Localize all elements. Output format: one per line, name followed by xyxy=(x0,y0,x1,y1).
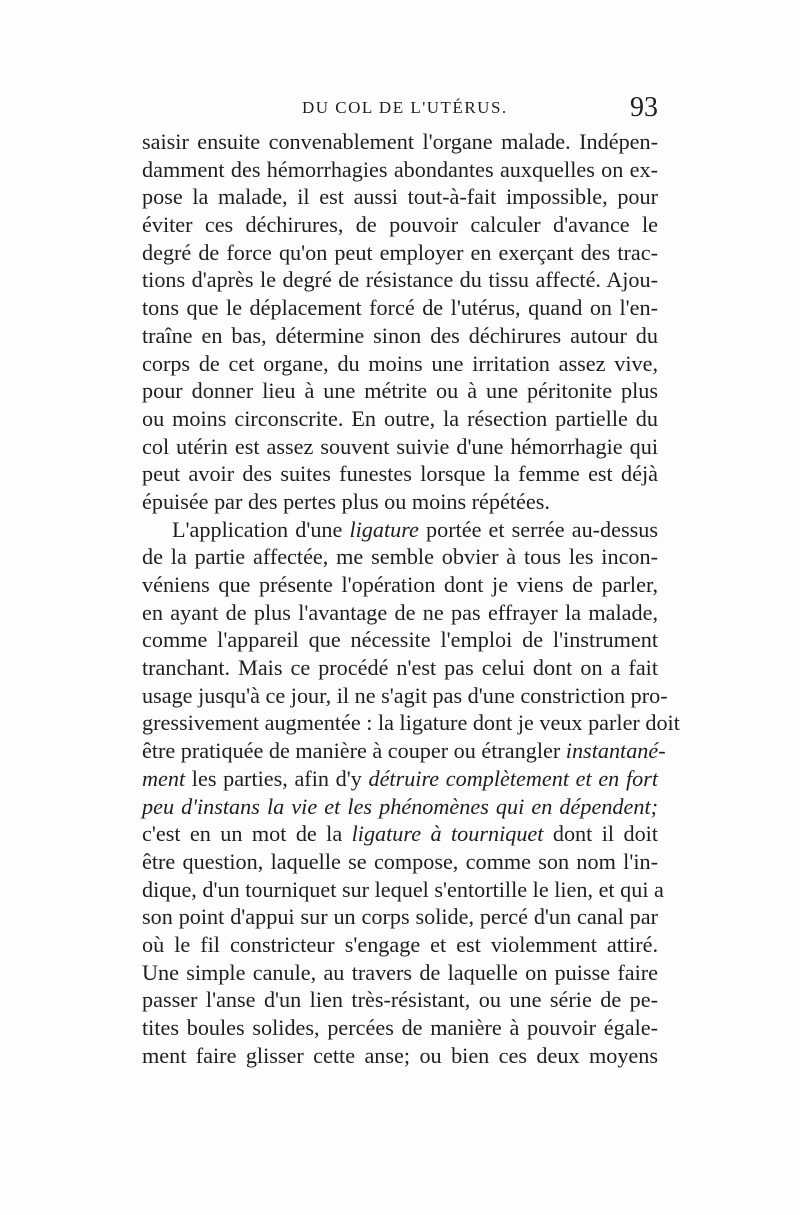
text-line xyxy=(142,294,658,322)
page-number: 93 xyxy=(630,92,658,123)
text-line xyxy=(142,516,658,544)
italic-phrase: ligature à tourniquet xyxy=(351,821,544,847)
text-line xyxy=(142,488,658,516)
text-run: ou moins circonscrite. En outre, la résection partielle du xyxy=(142,405,658,431)
text-run: son point d'appui sur un corps solide, percé d'un canal par xyxy=(142,904,658,930)
text-run: L'application d'une xyxy=(172,516,350,542)
text-line xyxy=(142,1014,658,1042)
italic-phrase: peu d'instans la vie et les phénomènes qui en dépendent; xyxy=(142,793,658,819)
running-head xyxy=(142,92,658,124)
text-line xyxy=(142,682,668,710)
text-run: portée et serrée au-dessus xyxy=(418,516,658,542)
text-line xyxy=(142,377,658,405)
text-line xyxy=(142,903,658,931)
italic-phrase: détruire complètement et en fort xyxy=(368,765,658,791)
text-line xyxy=(142,322,658,350)
text-run: tons que le déplacement forcé de l'utérus, quand on l'en- xyxy=(142,295,658,321)
text-run: comme l'appareil que nécessite l'emploi de l'instrument xyxy=(142,627,658,653)
text-run: de la partie affectée, me semble obvier à tous les incon- xyxy=(142,544,658,570)
text-line xyxy=(142,959,658,987)
text-line xyxy=(142,543,658,571)
italic-phrase: ligature xyxy=(349,516,419,542)
text-run: usage jusqu'à ce jour, il ne s'agit pas d'une constriction pro- xyxy=(142,682,668,708)
text-run: en ayant de plus l'avantage de ne pas effrayer la malade, xyxy=(142,599,658,625)
text-run: damment des hémorrhagies abondantes auxquelles on ex- xyxy=(142,156,658,182)
text-run: être question, laquelle se compose, comme son nom l'in- xyxy=(142,848,658,874)
text-run: traîne en bas, détermine sinon des déchirures autour du xyxy=(142,322,658,348)
text-run: épuisée par des pertes plus ou moins répétées. xyxy=(142,488,550,514)
text-line xyxy=(142,626,658,654)
text-line xyxy=(142,211,658,239)
text-run: saisir ensuite convenablement l'organe malade. Indépen- xyxy=(142,129,658,154)
text-run: gressivement augmentée : la ligature dont je veux parler doit xyxy=(142,710,680,736)
text-run: pose la malade, il est aussi tout-à-fait impossible, pour xyxy=(142,184,658,210)
text-line xyxy=(142,986,658,1014)
text-line xyxy=(142,405,658,433)
text-run: ment faire glisser cette anse; ou bien ces deux moyens xyxy=(142,1042,658,1068)
text-line xyxy=(142,350,658,378)
text-line xyxy=(142,571,658,599)
text-run: corps de cet organe, du moins une irritation assez vive, xyxy=(142,350,658,376)
text-line xyxy=(142,183,658,211)
text-line xyxy=(142,239,658,267)
text-run: les parties, afin d'y xyxy=(185,765,369,791)
text-run: pour donner lieu à une métrite ou à une péritonite plus xyxy=(142,378,658,404)
text-line xyxy=(142,1042,658,1070)
text-line xyxy=(142,793,658,821)
text-line xyxy=(142,433,658,461)
text-line xyxy=(142,654,658,682)
text-run: dique, d'un tourniquet sur lequel s'entortille le lien, et qui a xyxy=(142,876,664,902)
text-line xyxy=(142,266,658,294)
text-line xyxy=(142,709,680,737)
text-line xyxy=(142,876,664,904)
text-line xyxy=(142,156,658,184)
text-run: véniens que présente l'opération dont je viens de parler, xyxy=(142,572,658,597)
text-run: tites boules solides, percées de manière à pouvoir égale- xyxy=(142,1015,658,1040)
text-run: degré de force qu'on peut employer en exerçant des trac- xyxy=(142,239,658,265)
running-title: DU COL DE L'UTÉRUS. xyxy=(302,98,508,117)
text-run: éviter ces déchirures, de pouvoir calculer d'avance le xyxy=(142,212,658,238)
text-run: où le fil constricteur s'engage et est violemment attiré. xyxy=(142,931,658,957)
text-run: tranchant. Mais ce procédé n'est pas celui dont on a fait xyxy=(142,655,658,681)
text-line xyxy=(142,931,658,959)
text-run: Une simple canule, au travers de laquelle on puisse faire xyxy=(142,959,658,985)
text-run: passer l'anse d'un lien très-résistant, ou une série de pe- xyxy=(142,987,658,1013)
text-line xyxy=(142,848,658,876)
text-run: dont il doit xyxy=(543,821,658,847)
text-line xyxy=(142,460,658,488)
text-run: peut avoir des suites funestes lorsque la femme est déjà xyxy=(142,461,658,487)
text-run: c'est en un mot de la xyxy=(142,821,352,847)
text-line xyxy=(142,765,658,793)
body-text xyxy=(142,128,680,1068)
text-line xyxy=(142,820,658,848)
italic-phrase: instantané- xyxy=(565,738,666,764)
text-run: être pratiquée de manière à couper ou étrangler xyxy=(142,738,566,764)
italic-phrase: ment xyxy=(142,765,186,791)
text-run: col utérin est assez souvent suivie d'une hémorrhagie qui xyxy=(142,433,658,459)
text-line xyxy=(142,128,658,156)
text-line xyxy=(142,599,658,627)
text-run: tions d'après le degré de résistance du tissu affecté. Ajou- xyxy=(142,267,658,293)
text-line xyxy=(142,737,666,765)
